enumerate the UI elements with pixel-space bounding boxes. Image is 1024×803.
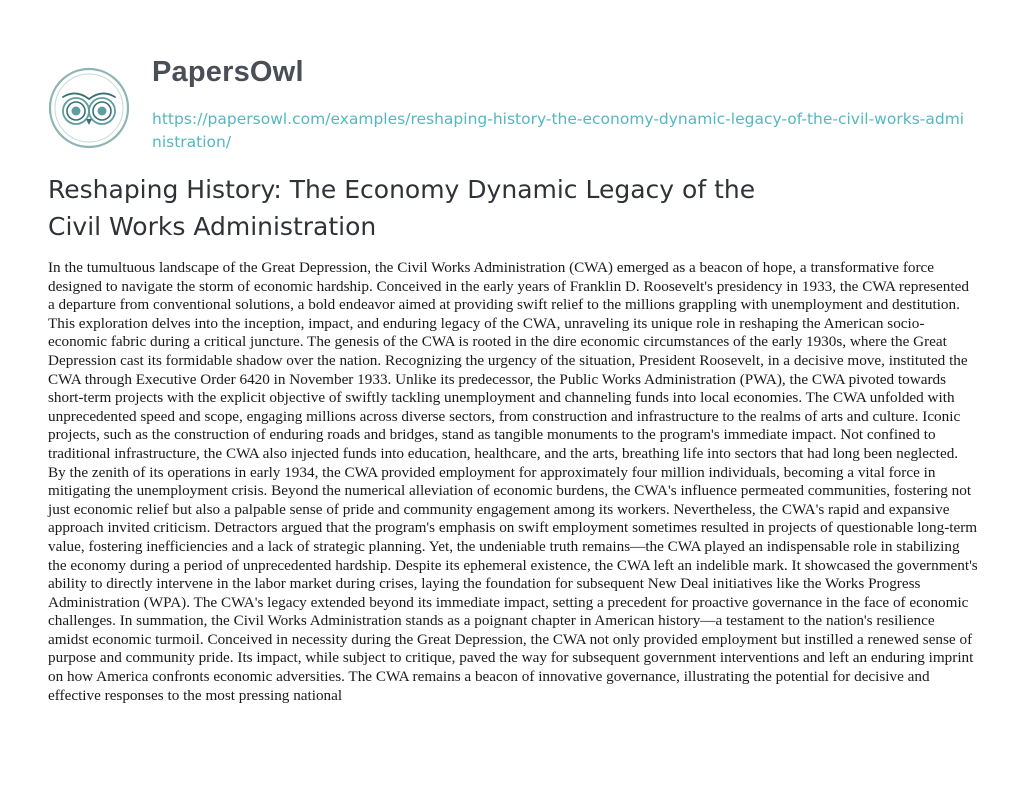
document-body-text: In the tumultuous landscape of the Great Depression, the Civil Works Administration (CWA) emerged as a beacon of hope, a transformative force designed to navigate the storm of economic hardship. Conceived in the early years of Franklin D. Roosevelt's presidency in 1933, the CWA represented a departure from conventional solutions, a bold endeavor aimed at providing swift relief to the millions grappling with unemployment and destitution. This exploration delves into the inception, impact, and enduring legacy of the CWA, unraveling its unique role in reshaping the American socio-economic fabric during a critical juncture. The genesis of the CWA is rooted in the dire economic circumstances of the early 1930s, where the Great Depression cast its formidable shadow over the nation. Recognizing the urgency of the situation, President Roosevelt, in a decisive move, instituted the CWA through Executive Order 6420 in November 1933. Unlike its predecessor, the Public Works Administration (PWA), the CWA pivoted towards short-term projects with the explicit objective of swiftly tackling unemployment and channeling funds into local economies. The CWA unfolded with unprecedented speed and scope, engaging millions across diverse sectors, from construction and infrastructure to the realms of arts and culture. Iconic projects, such as the construction of enduring roads and bridges, stand as tangible monuments to the program's immediate impact. Not confined to traditional infrastructure, the CWA also injected funds into education, healthcare, and the arts, breathing life into sectors that had long been neglected. By the zenith of its operations in early 1934, the CWA provided employment for approximately four million individuals, becoming a vital force in mitigating the unemployment crisis. Beyond the numerical alleviation of economic burdens, the CWA's influence permeated communities, fostering not just economic relief but also a palpable sense of pride and community engagement among its workers. Nevertheless, the CWA's rapid and expansive approach invited criticism. Detractors argued that the program's emphasis on swift employment sometimes resulted in projects of questionable long-term value, fostering inefficiencies and a lack of strategic planning. Yet, the undeniable truth remains—the CWA played an indispensable role in stabilizing the economy during a period of unprecedented hardship. Despite its ephemeral existence, the CWA left an indelible mark. It showcased the government's ability to directly intervene in the labor market during crises, laying the foundation for subsequent New Deal initiatives like the Works Progress Administration (WPA). The CWA's legacy extended beyond its immediate impact, setting a precedent for proactive governance in the face of economic challenges. In summation, the Civil Works Administration stands as a poignant chapter in American history—a testament to the nation's resilience amidst economic turmoil. Conceived in necessity during the Great Depression, the CWA not only provided employment but instilled a renewed sense of purpose and community pride. Its impact, while subject to critique, paved the way for subsequent government interventions and left an enduring imprint on how America confronts economic adversities. The CWA remains a beacon of innovative governance, illustrating the potential for decisive and effective responses to the most pressing national [48, 259, 978, 704]
owl-eyes-logo-icon [48, 67, 130, 149]
source-url-link[interactable]: https://papersowl.com/examples/reshaping-history-the-economy-dynamic-legacy-of-the-civil-works-administration/ [152, 110, 965, 151]
papersowl-header [48, 52, 978, 156]
brand-name: PapersOwl [152, 56, 304, 88]
document-title: Reshaping History: The Economy Dynamic Legacy of the Civil Works Administration [48, 175, 756, 241]
owl-eyes-logo-graphic [48, 67, 130, 149]
